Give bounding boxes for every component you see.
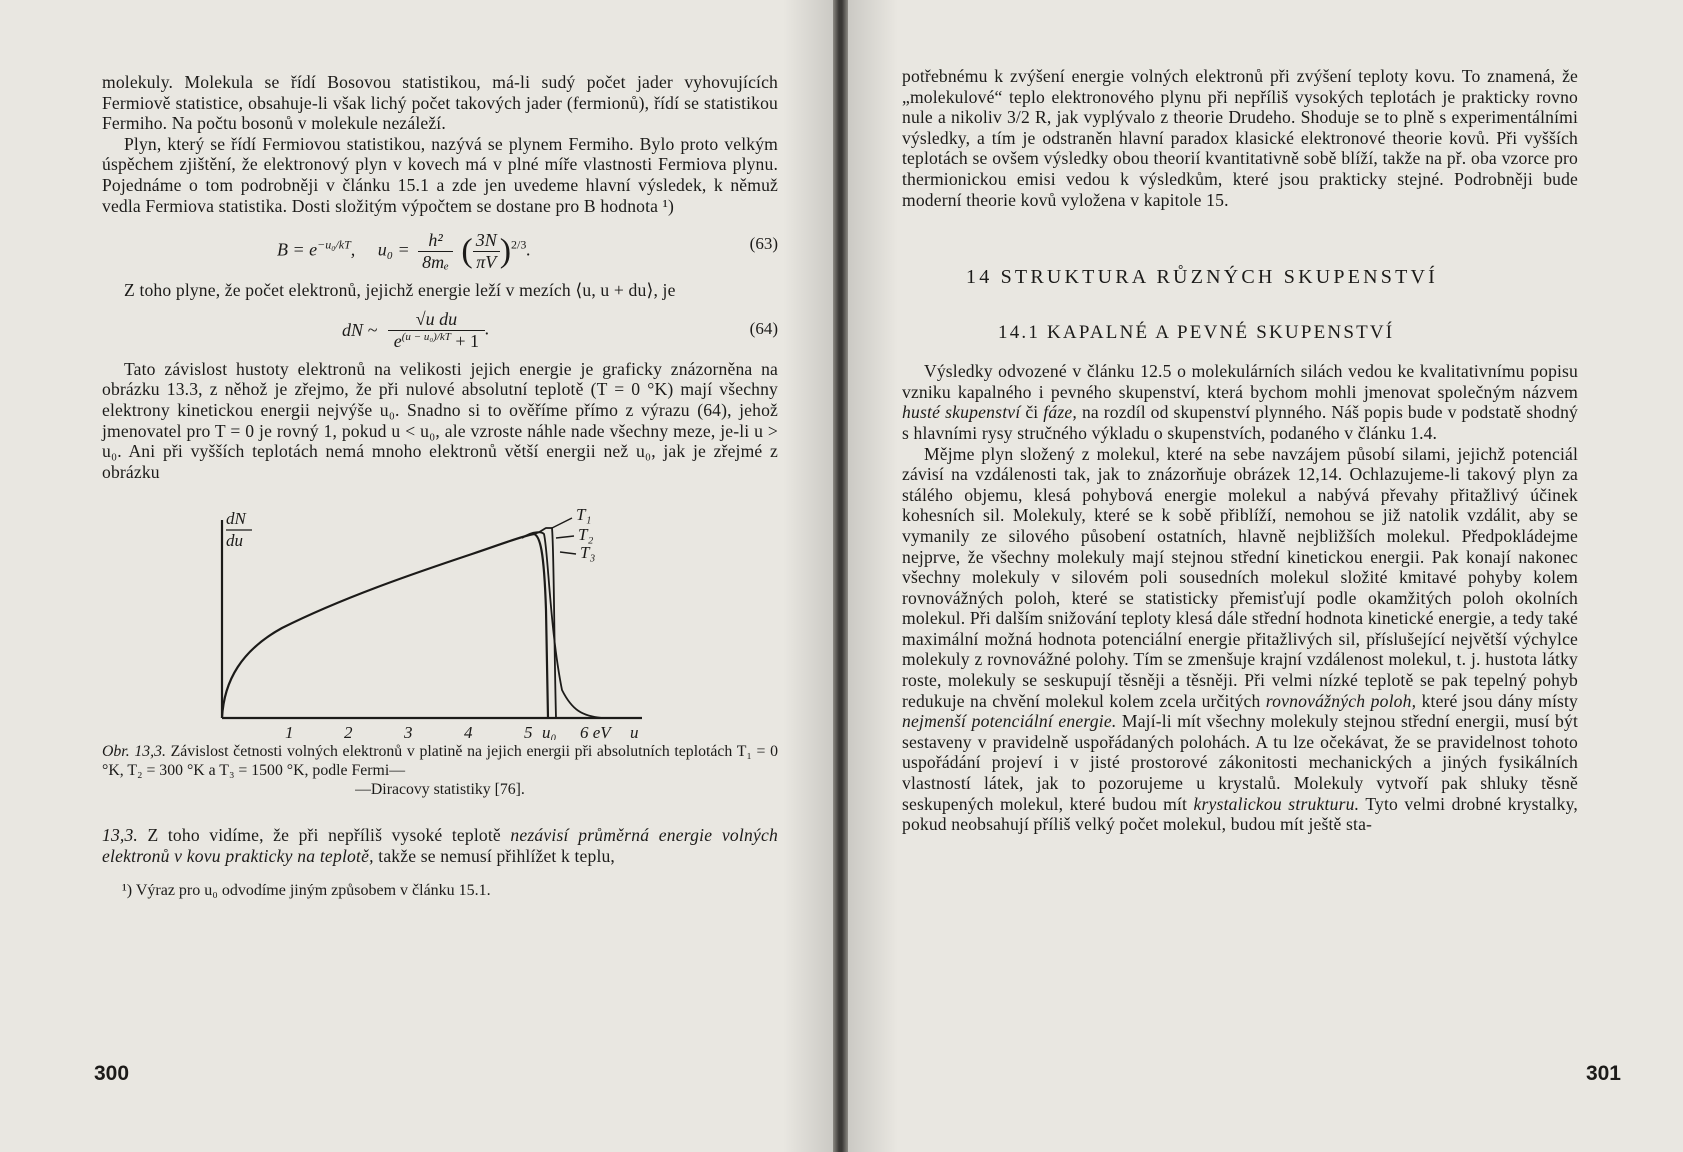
paragraph-emphasis: krystalickou strukturu. — [1193, 793, 1360, 814]
paragraph-emphasis: nejmenší potenciální energie. — [902, 711, 1117, 732]
left-text-column — [102, 72, 778, 901]
figure-caption — [102, 742, 778, 799]
paragraph-text: či — [1025, 402, 1039, 423]
label-leader-t3 — [560, 552, 576, 554]
book-gutter — [833, 0, 848, 1152]
paragraph-text: na rozdíl od skupenství plynného. Náš popis bude v podstatě shodný s hlavními rysy stručného výkladu o skupenstvích, podaného v článku 1.4. — [902, 402, 1578, 443]
paragraph: Z toho plyne, že počet elektronů, jejichž energie leží v mezích ⟨u, u + du⟩, je — [124, 280, 676, 301]
paragraph-text: které jsou dány místy — [1421, 690, 1578, 711]
eq-numerator: h² — [418, 230, 453, 252]
x-tick-label: 1 — [285, 723, 294, 741]
eq-numerator: √u du — [388, 309, 485, 331]
chapter-heading: 14 STRUKTURA RŮZNÝCH SKUPENSTVÍ — [966, 266, 1439, 289]
equation-number: (63) — [749, 234, 778, 254]
y-label-bottom: du — [226, 531, 243, 551]
page-number: 301 — [1585, 1062, 1621, 1085]
caption-last-line: —Diracovy statistiky [76]. — [355, 781, 525, 799]
paragraph — [902, 361, 1578, 443]
eq-fraction — [418, 230, 453, 273]
y-label-top: dN — [226, 509, 246, 529]
paragraph-text: Výsledky odvozené v článku 12.5 o molekulárních silách vedou ke kvalitativnímu popisu vzniku kapalného i pevného skupenství, která bychom mohli jmenovat společným názvem — [902, 361, 1578, 402]
eq-denominator — [388, 331, 485, 352]
paragraph-text: Mějme plyn složený z molekul, které na sebe navzájem působí silami, jejichž potenciál závisí na vzdálenosti tak, jak to znázorňuje obrázek 12,14. Ochlazujeme-li takový plyn za stálého objemu, klesá pohybová energie molekul a nabývá převahy přitažlivý účinek kohesních sil. Molekuly, které se k sobě přiblíží, nemohou se již natolik vzdálit, aby se vymanily ze silového působení ostatních, hlavně nejbližších molekul. Předpokládejme nejprve, že všechny molekuly mají stejnou střední kinetickou energii. Pak konají nakonec všechny molekuly v silovém poli sousedních molekul složité kmitavé pohyby kolem rovnovážných poloh, které se statisticky přemisťují podle okamžitých poloh okolních molekul. Při dalším snižování teploty klesá dále střední hodnota kinetické energie, a tedy také maximální možná hodnota potenciální energie přitažlivých sil, příslušející největší výchylce molekuly z rovnovážné polohy. Tím se zmenšuje krajní vzdálenost molekul, t. j. hustota látky roste, molekuly se seskupují těsněji a těsněji. Při velmi nízké teplotě se pak tepelný pohyb redukuje na chvění molekul kolem zcela určitých — [902, 443, 1578, 711]
page-curl-shadow — [783, 0, 833, 1152]
x-axis-label: u — [630, 723, 639, 741]
eq-den-plus: + 1 — [455, 330, 480, 351]
caption-text: Závislost četnosti volných elektronů v platině na jejich energii při absolutních teplotách T₁ = 0 °K, T₂ = 300 °K a T₃ = 1500 °K, podle Fermi— — [102, 743, 778, 780]
x-tick-label: 2 — [344, 723, 353, 741]
eq-u0: u₀ = — [377, 239, 410, 260]
page-number: 300 — [94, 1062, 130, 1085]
section-heading: 14.1 KAPALNÉ A PEVNÉ SKUPENSTVÍ — [998, 322, 1395, 344]
x-tick-label: 5 — [524, 723, 533, 741]
equation-64 — [102, 301, 778, 359]
eq-power: 2/3 — [511, 237, 527, 252]
footnote: ¹) Výraz pro u₀ odvodíme jiným způsobem v článku 15.1. — [122, 881, 491, 899]
curve-label-t2: T₂ — [578, 525, 594, 545]
eq-lhs: B = e — [277, 239, 318, 260]
label-leader-t1 — [552, 518, 572, 528]
curve-t1 — [222, 534, 548, 718]
section-text: takže se nemusí přihlížet k teplu, — [378, 845, 615, 866]
paragraph: Tato závislost hustoty elektronů na velikosti jejich energie je graficky znázorněna na obrázku 13.3, z něhož je zřejmo, že při nulové absolutní teplotě (T = 0 °K) mají všechny elektrony kinetickou energii nejvýše u₀. Snadno si to ověříme přímo z výrazu (64), jehož jmenovatel pro T = 0 je rovný 1, pokud u < u₀, ale vzroste náhle nade všechny meze, je-li u > u₀. Ani při vyšších teplotách nemá mnoho elektronů větší energii než u₀, jak je zřejmé z obrázku — [102, 358, 778, 482]
curve-label-t1: T₁ — [576, 505, 592, 525]
eq-lhs: dN ~ — [342, 319, 378, 340]
page-curl-shadow — [848, 0, 898, 1152]
right-text-column — [902, 66, 1578, 835]
section-paragraph — [102, 825, 778, 866]
eq-exponent: −u₀/kT — [317, 237, 351, 252]
paragraph: Plyn, který se řídí Fermiovou statistikou, nazývá se plynem Fermiho. Bylo proto velkým úspěchem zjištění, že elektronový plyn v kovech má v plné míře vlastnosti Fermiova plynu. Pojednáme o tom podrobněji v článku 15.1 a zde jen uvedeme hlavní výsledek, k němuž vedla Fermiova statistika. Dosti složitým výpočtem se dostane pro B hodnota ¹) — [102, 133, 778, 216]
caption-label: Obr. 13,3. — [102, 743, 166, 761]
paragraph-emphasis: husté skupenství — [902, 402, 1021, 423]
section-emphasis: nezávisí průměrná energie volných elektronů v kovu prakticky na teplotě, — [102, 825, 778, 866]
paragraph-emphasis: fáze, — [1043, 402, 1078, 423]
equation-number: (64) — [749, 318, 778, 338]
paragraph: potřebnému k zvýšení energie volných elektronů při zvýšení teploty kovu. To znamená, že „molekulové“ teplo elektronového plynu při nepříliš vysokých teplotách je prakticky rovno nule a nikoliv 3/2 R, jak vyplývalo z theorie Drudeho. Shoduje se to plně s experimentálními výsledky, a tím je odstraněn hlavní paradox klasické elektronové theorie kovů. Při vyšších teplotách se ovšem výsledky obou theorií kvantitativně sobě blíží, takže na př. oba vzorce pro thermionickou emisi vedou k výsledkům, které jsou prakticky stejné. Podrobněji bude moderní theorie kovů vyložena v kapitole 15. — [902, 66, 1578, 210]
eq-inner-denominator: πV — [476, 252, 497, 273]
paragraph-text: Tyto velmi drobné krystalky, pokud neobsahují příliš velký počet molekul, budou mít ještě sta- — [902, 793, 1578, 835]
fermi-distribution-plot — [102, 490, 778, 740]
curve-label-t3: T₃ — [580, 543, 596, 563]
eq-denominator: 8mₑ — [422, 252, 449, 273]
x-tick-label: 3 — [404, 723, 413, 741]
eq-den-exp: (u − u₀)/kT — [401, 330, 451, 343]
section-number: 13,3. — [102, 825, 138, 846]
left-page — [0, 0, 833, 1152]
equation-64-formula: dN ~ $\frac{\text{√u du}}{e^{(u - u_0)/kT} + 1}$ . — [342, 308, 490, 351]
eq-sep: , — [350, 239, 356, 260]
x-tick-label-u0: u₀ — [542, 723, 557, 741]
equation-63-formula: $B = e^{-u_0/kT}$, u₀ = $\frac{\text{h²}}{\text{8mₑ}}$ ( $\frac{3N}{\pi V}$ )$^{2/3}$. — [277, 230, 531, 273]
paragraph-emphasis: rovnovážných poloh, — [1265, 690, 1417, 711]
eq-paren-close: ) — [499, 232, 512, 270]
paragraph: molekuly. Molekula se řídí Bosovou statistikou, má-li sudý počet jader vyhovujících Fermiově statistice, obsahuje-li však lichý počet takových jader (fermionů), řídí se statistikou Fermiho. Na počtu bosonů v molekule nezáleží. — [102, 72, 778, 134]
figure-13-3 — [102, 490, 778, 740]
right-page — [848, 0, 1683, 1152]
label-leader-t2 — [556, 536, 574, 538]
eq-inner-numerator: 3N — [473, 230, 500, 252]
eq-den-e: e — [393, 330, 402, 351]
eq-paren-open: ( — [461, 232, 473, 270]
equation-63 — [102, 216, 778, 280]
eq-fraction — [388, 309, 485, 352]
section-text: Z toho vidíme, že při nepříliš vysoké teplotě — [147, 825, 501, 846]
paragraph-text: Mají-li mít všechny molekuly stejnou střední energii, musí být sestaveny v pravidelně uspořádaných polohách. A tu lze očekávat, že se pravidelnost tohoto uspořádání projeví i v jisté prostorové zákonitosti mechanických a jiných fysikálních vlastností látek, jak to pozorujeme u krystalů. Molekuly vytvoří pak shluky těsně seskupených molekul, které budou mít — [902, 711, 1578, 814]
eq-inner-fraction — [473, 230, 500, 273]
paragraph — [902, 444, 1578, 835]
x-tick-label: 6 eV — [580, 723, 611, 741]
x-tick-label: 4 — [464, 723, 473, 741]
